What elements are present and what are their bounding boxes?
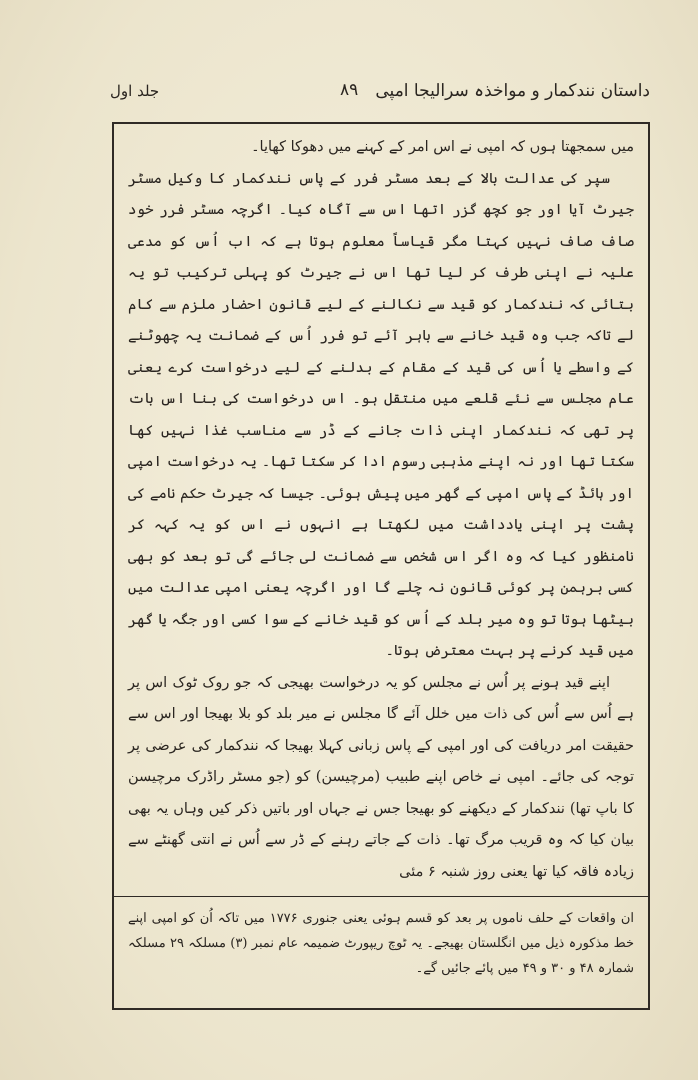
paragraph-2: سپر کی عدالت بالا کے بعد مسٹر فرر کے پاس نندکمار کا وکیل مسٹر جیرٹ آیا اور جو کچھ گزر اتھا اس سے آگاہ کیا۔ اگرچہ مسٹر فرر خود صاف صاف نہیں کہتا مگر قیاساً معلوم ہوتا ہے کہ اب اُس کو مدعی علیہ نے اپنی طرف کر لیا تھا اس نے جیرٹ کو پہلی ترکیب تو یہ بتائی کہ نندکمار کو قید سے نکالنے کے لیے قانون احضار ملزم سے کام لے تاکہ جب وہ قید خانے سے باہر آئے تو فرر اُس کے ضمانت یہ چھوٹنے کے واسطے یا اُس کی قید کے مقام کے بدلنے کے لیے درخواست کرے یعنی عام مجلس سے نئے قلعے میں منتقل ہو۔ اس درخواست کی بنا اس بات پر تھی کہ نندکمار اپنی ذات جانے کے ڈر سے مناسب غذا نہیں کھا سکتا تھا اور نہ اپنے مذہبی رسوم ادا کر سکتا تھا۔ یہ درخواست امپی اور ہائڈ کے پاس امپی کے گھر میں پیش ہوئی۔ جیسا کہ جیرٹ حکم نامے کی پشت پر اپنی یادداشت میں لکھتا ہے انہوں نے اس کو یہ کہہ کر نامنظور کیا کہ وہ اگر اس شخص سے ضمانت لی جائے گی تو بعد کو بھی کسی برہمن پر کوئی قانون نہ چلے گا اور اگرچہ یعنی امپی عدالت میں بیٹھا ہوتا تو وہ میر بلد کے اُس کو قید خانے کے سوا کسی اور جگہ یا گھر میں قید کرنے پر بہت معترض ہوتا۔ [128,170,634,659]
body-text [128,132,634,888]
page-number: ۸۹ [340,80,359,100]
paragraph-1: میں سمجھتا ہوں کہ امپی نے اس امر کے کہنے میں دھوکا کھایا۔ [251,139,634,155]
running-head-title: داستان نندکمار و مواخذہ سرالیجا امپی [375,81,650,101]
footnote-divider [114,896,648,897]
footnote: ان واقعات کے حلف ناموں پر بعد کو قسم ہوئی یعنی جنوری ۱۷۷۶ میں تاکہ اُن کو امپی اپنے خط مذکورہ ذیل میں انگلستان بھیجے۔ یہ ٹوچ ریپورٹ ضمیمہ عام نمبر (۳) مسلکہ ۲۹ مسلکہ شمارہ ۴۸ و ۳۰ و ۴۹ میں پائے جائیں گے۔ [128,911,634,976]
running-head [110,80,650,108]
paragraph-3: اپنے قید ہونے پر اُس نے مجلس کو یہ درخواست بھیجی کہ جو روک ٹوک اس پر ہے اُس سے اُس کی ذات میں خلل آئے گا مجلس نے میر بلد کو بلا بھیجا اور اس سے حقیقت امر دریافت کی اور امپی کے پاس زبانی کہلا بھیجا کہ نندکمار کی عرضی پر توجہ کی جائے۔ امپی نے خاص اپنے طبیب (مرچیسن) کو (جو مسٹر راڈرک مرچیسن کا باپ تھا) نندکمار کے دیکھنے کو بھیجا جس نے جہاں اور باتیں ذکر کیں وہاں یہ بھی بیان کیا کہ وہ قریب مرگ تھا۔ ذات کے جاتے رہنے کے ڈر سے اُس نے انتی گھنٹے سے زیادہ فاقہ کیا تھا یعنی روز شنبہ ۶ مئی [128,674,634,880]
volume-label: جلد اول [110,82,160,100]
text-frame [112,122,650,1010]
